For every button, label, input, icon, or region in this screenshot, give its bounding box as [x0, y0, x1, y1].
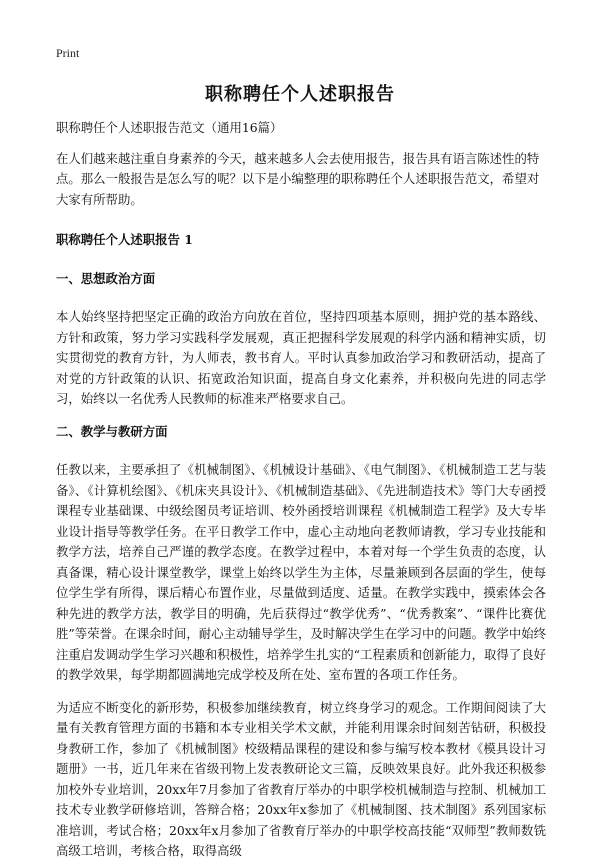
- section-title: 职称聘任个人述职报告 1: [56, 232, 193, 247]
- intro-paragraph: 在人们越来越注重自身素养的今天，越来越多人会去使用报告，报告具有语言陈述性的特点。那么一般报告是怎么写的呢？以下是小编整理的职称聘任个人述职报告范文，希望对大家有所帮助。: [56, 150, 540, 207]
- paragraph-continuing-education: 为适应不断变化的新形势，积极参加继续教育，树立终身学习的观念。工作期间阅读了大量有关教育管理方面的书籍和本专业相关学术文献，并能利用课余时间刻苦钻研，积极投身教研工作，参加了《机械制图》校级精品课程的建设和参与编写校本教材《模具设计习题册》一书，近几年来在省级刊物上发表教研论文三篇，反映效果良好。此外我还积极参加校外专业培训，20xx年7月参加了省教育厅举办的中职学校机械制造与控制、机械加工技术专业教学研修培训，答辩合格；20xx年x参加了《机械制图、技术制图》系列国家标准培训，考试合格；20xx年x月参加了省教育厅举办的中职学校高技能“双师型”教师数铣高级工培训，考核合格，取得高级: [56, 699, 546, 858]
- heading-political: 一、思想政治方面: [56, 270, 156, 286]
- print-label[interactable]: Print: [56, 46, 80, 60]
- paragraph-teaching: 任教以来，主要承担了《机械制图》、《机械设计基础》、《电气制图》、《机械制造工艺与装备》、《计算机绘图》、《机床夹具设计》、《机械制造基础》、《先进制造技术》等门大专函授课程专业基础课、中级绘图员考证培训、校外函授培训课程《机械制造工程学》及大专毕业设计指导等教学任务。在平日教学工作中，虚心主动地向老教师请教，学习专业技能和教学方法，培养自己严谨的教学态度。在教学过程中，本着对每一个学生负责的态度，认真备课，精心设计课堂教学，课堂上始终以学生为主体，尽量兼顾到各层面的学生，使每位学生学有所得，课后精心布置作业，尽量做到适度、适量。在教学实践中，摸索体会各种先进的教学方法，教学目的明确，先后获得过“教学优秀”、“优秀教案”、“课件比赛优胜”等荣誉。在课余时间，耐心主动辅导学生，及时解决学生在学习中的问题。教学中始终注重启发调动学生学习兴趣和积极性，培养学生扎实的“工程素质和创新能力，取得了良好的教学效果，每学期都圆满地完成学校及所在处、室布置的各项工作任务。: [56, 462, 546, 682]
- heading-teaching: 二、教学与教研方面: [56, 423, 168, 439]
- document-body: [56, 118, 546, 862]
- paragraph-political: 本人始终坚持把坚定正确的政治方向放在首位，坚持四项基本原则，拥护党的基本路线、方针和政策，努力学习实践科学发展观，真正把握科学发展观的科学内涵和精神实质，切实贯彻党的教育方针，为人师表，教书育人。平时认真参加政治学习和教研活动，提高了对党的方针政策的认识、拓宽政治知识面，提高自身文化素养，并积极向先进的同志学习，始终以一名优秀人民教师的标准来严格要求自己。: [56, 309, 546, 406]
- document-title: 职称聘任个人述职报告: [205, 84, 395, 105]
- document-subtitle: 职称聘任个人述职报告范文（通用16篇）: [56, 120, 283, 135]
